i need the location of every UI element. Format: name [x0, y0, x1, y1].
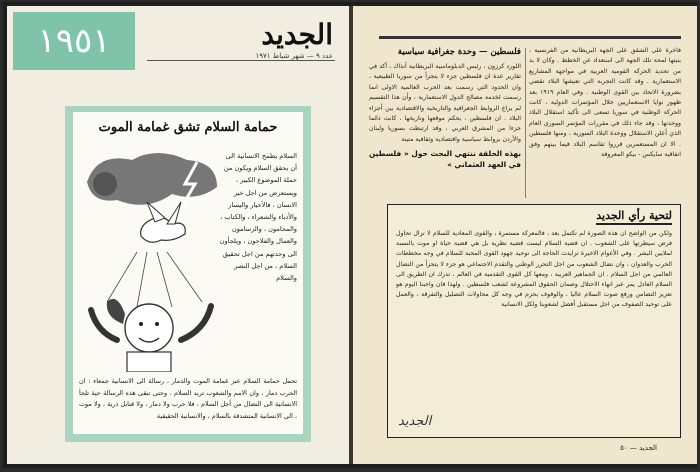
ray-line — [167, 252, 202, 302]
article-column — [369, 46, 521, 198]
cartoon-caption: تحمل حمامة السلام عبر غمامة الموت والدمار ، رسالة الى الانسانية جمعاء : ان الحرب دمار ، وان الامم والشعوب تريد السلام . وحتى تبقى هذه الرسالة حية تلجأ الانسانية الى النضال من أجل السلام ، فلا حرب ولا دمار ، ولا قنابل ذرية ، ولا موت ، الى الانسانية المتشدقة بالسلام ، والانسانية الحقيقية — [79, 377, 297, 420]
magazine-spread — [3, 2, 697, 468]
masthead-title: الجديد — [261, 18, 333, 51]
dove-body — [141, 217, 186, 242]
left-page — [7, 6, 349, 464]
dove-wing-2 — [167, 202, 181, 224]
ray-line — [157, 252, 172, 307]
editorial-box — [387, 204, 681, 438]
right-page — [353, 6, 697, 464]
right-column-text: فاخرة على الشقق على الجهة البريطانية من الفرنسية ، بنيتها لمحة تلك الجهة الى استعداد عن الخطط . وكان لا بد من تحديد الحركة القومية العربية في مواجهة المشاريع الاستعمارية . وقد كانت التجربة التي تعيشها البلاد تقضي بضرورة الاتحاد بين القوى الوطنية . وفي العام ١٩١٩ بعد ظهور نوايا الاستعماريين خلال المؤتمرات الدولية ، كانت الحركة الوطنية في سوريا تسعى الى تأكيد استقلال البلاد ووحدتها ، وقد جاء ذلك في مقررات المؤتمر السوري العام الذي أعلن الاستقلال ووحدة البلاد السورية ، ومنها فلسطين . الا ان المستعمرين قرروا تقاسم البلاد فيما بينهم وفق اتفاقية سايكس - بيكو المعروفة — [529, 47, 681, 159]
cartoon-frame — [65, 106, 311, 442]
child-eye — [155, 322, 159, 326]
column-divider — [525, 48, 526, 198]
cartoon-panel — [73, 112, 303, 434]
article-closing: بهذه الحلقة ننتهي البحث حول « فلسطين في العهد العثماني » — [369, 149, 521, 170]
masthead-subtitle: عدد ٩ — شهر شباط ١٩٧١ — [255, 52, 333, 60]
child-body — [127, 352, 171, 372]
cartoon-side-text: السلام يطمح الانسانية الى أن يحقق السلام ويكون من حملة الموضوع الكبير ، ويستعرض من اجل خير الانسان ، فالأخيار واليسار والأدباء والشعراء ، والكتاب ، والمحامون ، والرسامون والعمال والفلاحون ، ويلجأون الى وحدتهم من اجل تحقيق السلام ، من اجل النصر والسلام — [219, 152, 297, 283]
editorial-heading: لتحية رأي الجديد — [596, 209, 672, 225]
editorial-body: ولكن من الواضح ان هذه الصورة لم تكتمل بعد ، فالمعركة مستمرة ، والقوى المعادية للسلام لا تزال تحاول فرض سيطرتها على الشعوب . ان قضية السلام ليست قضية نظرية بل هي قضية حياة او موت بالنسبة لملايين البشر . وفي الأعوام الاخيرة تزايدت الحاجة الى توحيد جهود القوى المحبة للسلام في وجه مخططات الحرب والعدوان ، وان نضال الشعوب من اجل التحرر الوطني والتقدم الاجتماعي هو جزء لا يتجزأ من النضال العالمي من اجل السلام . ان الجماهير العربية ، ومعها كل القوى التقدمية في العالم ، تدرك ان الطريق الى السلام العادل يمر عبر انهاء الاحتلال وضمان الحقوق المشروعة لشعب فلسطين . ولهذا فان واجبنا اليوم هو تعزيز التضامن ورفع صوت السلام عاليا ، والوقوف بحزم في وجه كل محاولات التضليل والتفرقة ، والعمل على توحيد الصفوف من اجل مستقبل أفضل لشعوبنا ولكل الانسانية — [396, 230, 672, 309]
child-hair — [107, 299, 125, 324]
child-eye — [139, 322, 143, 326]
header-rule — [379, 36, 681, 39]
cartoon-illustration — [77, 142, 225, 372]
dove-wing — [147, 202, 165, 222]
article-title: فلسطين — وحدة جغرافية سياسية — [397, 47, 521, 57]
ray-line — [107, 252, 137, 302]
masthead-rule — [147, 60, 335, 61]
skull-shape — [93, 172, 117, 196]
article-body: اللورد كرزون ، رئيس الدبلوماسية البريطانية آنذاك ، أكد في تقارير عدة ان فلسطين جزء لا يتجزأ من سوريا الطبيعية ، وان الحدود التي رسمت بعد الحرب العالمية الاولى انما رسمت لخدمة مصالح الدول الاستعمارية ، وأن هذا التقسيم لم يراع الروابط الجغرافية والتاريخية والاقتصادية بين أجزاء البلاد . ان فلسطين ، بحكم موقعها وتاريخها ، كانت دائما جزءا من المشرق العربي ، وقد ارتبطت بسوريا ولبنان والأردن بروابط سياسية واقتصادية وثقافية متينة — [369, 63, 521, 143]
masthead — [256, 20, 333, 60]
year-box — [13, 12, 135, 70]
page-footer: الجديد — ٥٠ — [620, 444, 657, 452]
editorial-signature: الجديد — [398, 414, 432, 429]
child-head — [125, 304, 173, 352]
year-label: ١٩٥١ — [37, 21, 111, 61]
ray-line — [137, 252, 147, 307]
child-arm-right — [181, 306, 211, 340]
cartoon-title: حمامة السلام تشق غمامة الموت — [98, 120, 278, 135]
